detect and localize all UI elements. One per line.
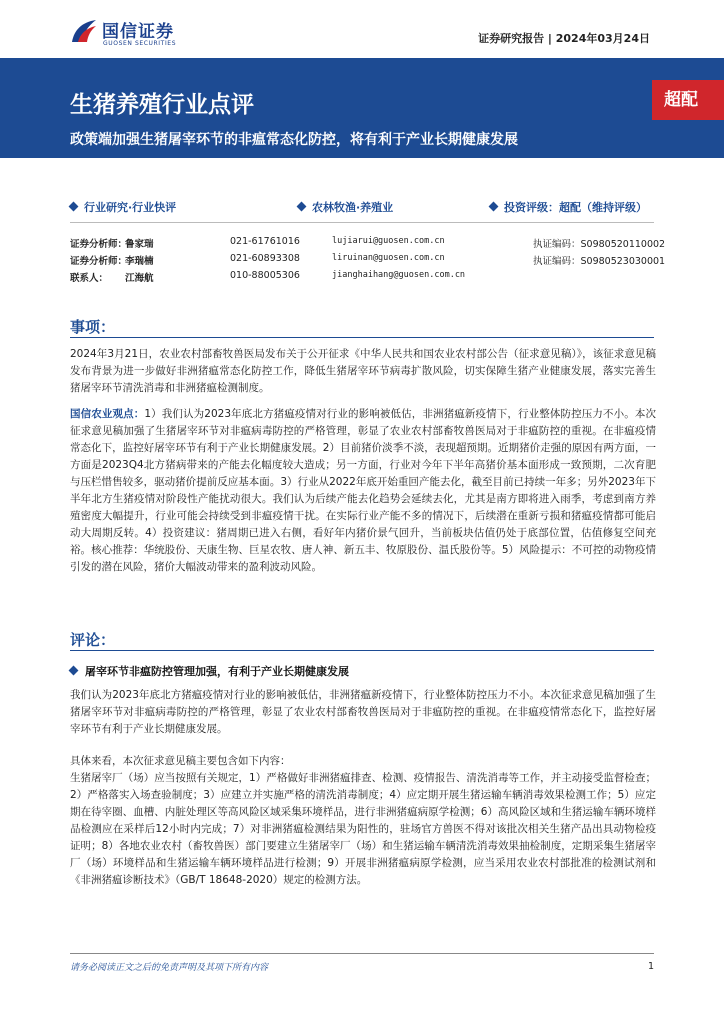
logo-text-cn: 国信证券 xyxy=(102,22,174,42)
diamond-icon xyxy=(69,202,79,212)
analyst-row xyxy=(70,253,670,267)
comment-subheading xyxy=(70,663,349,679)
guosen-logo xyxy=(70,16,230,52)
comment-subheading-label: 屠宰环节非瘟防控管理加强，有利于产业长期健康发展 xyxy=(85,665,349,678)
tag-industry xyxy=(298,199,393,215)
analyst-row xyxy=(70,236,670,250)
tag-rating-label: 投资评级：超配（维持评级） xyxy=(504,201,647,214)
event-paragraph: 2024年3月21日，农业农村部畜牧兽医局发布关于公开征求《中华人民共和国农业农村部公告（征求意见稿）》，该征求意见稿发布背景为进一步做好非洲猪瘟常态化防控工作，降低生猪屠宰环节病毒扩散风险，切实保障生猪产业健康发展，落实完善生猪屠宰环节清洗消毒和非洲猪瘟检测制度。 xyxy=(70,348,656,394)
guosen-logo-icon xyxy=(70,18,98,44)
analyst-phone: 021-61761016 xyxy=(230,236,300,247)
diamond-icon xyxy=(69,666,79,676)
section-rule xyxy=(70,337,654,338)
contact-name: 江海航 xyxy=(125,273,154,284)
page-header xyxy=(0,0,724,58)
analyst-role: 证券分析师： xyxy=(70,239,128,250)
analyst-cert: 执证编码：S0980523030001 xyxy=(533,256,666,267)
rating-badge: 超配 xyxy=(652,80,724,120)
analyst-email[interactable]: lujiarui@guosen.com.cn xyxy=(332,236,445,246)
comment-paragraph-3: 生猪屠宰厂（场）应当按照有关规定，1）严格做好非洲猪瘟排查、检测、疫情报告、清洗消毒等工作，并主动接受监督检查；2）严格落实入场查验制度；3）应建立并实施严格的清洗消毒制度；4）应定期开展生猪运输车辆消毒效果检测工作；5）应定期在待宰圈、血槽、内脏处理区等高风险区域采集环境样品，进行非洲猪瘟病原学检测；6）高风险区域和生猪运输车辆环境样品检测应在采样后12小时内完成；7）对非洲猪瘟检测结果为阳性的，驻场官方兽医不得对该批次相关生猪产品出具动物检疫证明；8）各地农业农村（畜牧兽医）部门要建立生猪屠宰厂（场）和生猪运输车辆清洗消毒效果抽检制度，定期采集生猪屠宰厂（场）环境样品和生猪运输车辆环境样品进行检测；9）开展非洲猪瘟病原学检测，应当采用农业农村部批准的检测试剂和《非洲猪瘟诊断技术》（GB/T 18648-2020）规定的检测方法。 xyxy=(70,772,656,886)
report-subtitle: 政策端加强生猪屠宰环节的非瘟常态化防控，将有利于产业长期健康发展 xyxy=(70,132,518,148)
comment-paragraph-2: 具体来看，本次征求意见稿主要包含如下内容： xyxy=(70,755,291,767)
analyst-phone: 021-60893308 xyxy=(230,253,300,264)
section-heading-comment: 评论： xyxy=(70,631,116,649)
divider xyxy=(70,222,654,223)
view-lead: 国信农业观点： xyxy=(70,408,145,420)
contact-role: 联系人： xyxy=(70,273,109,284)
analyst-name: 李瑞楠 xyxy=(125,256,154,267)
report-title: 生猪养殖行业点评 xyxy=(70,92,254,118)
contact-email[interactable]: jianghaihang@guosen.com.cn xyxy=(332,270,466,280)
section-heading-event: 事项： xyxy=(70,318,116,336)
section-rule xyxy=(70,650,654,651)
analyst-email[interactable]: liruinan@guosen.com.cn xyxy=(332,253,445,263)
logo-text-en: GUOSEN SECURITIES xyxy=(103,40,177,47)
analyst-name: 鲁家瑞 xyxy=(125,239,154,250)
comment-paragraph-1: 我们认为2023年底北方猪瘟疫情对行业的影响被低估，非洲猪瘟新疫情下，行业整体防控压力不小。本次征求意见稿加强了生猪屠宰环节对非瘟病毒防控的严格管理，彰显了农业农村部畜牧兽医局对于非瘟防控的重视。在非瘟疫情常态化下，监控好屠宰环节有利于产业长期健康发展。 xyxy=(70,689,656,735)
view-body: 1）我们认为2023年底北方猪瘟疫情对行业的影响被低估，非洲猪瘟新疫情下，行业整体防控压力不小。本次征求意见稿加强了生猪屠宰环节对非瘟病毒防控的严格管理，彰显了农业农村部畜牧兽医局对于非瘟防控的重视。在非瘟疫情常态化下，监控好屠宰环节有利于产业长期健康发展。2）目前猪价淡季不淡，表现超预期。近期猪价走强的原因有两方面，一方面是2023Q4北方猪病带来的产能去化幅度较大造成；另一方面，行业对今年下半年高猪价基本面形成一致预期，二次育肥与压栏惜售较多，驱动猪价提前反应基本面。3）行业从2022年底开始重回产能去化，截至目前已持续一年多；另外2023年下半年北方生猪疫情对阶段性产能扰动很大。我们认为后续产能去化趋势会延续去化，尤其是南方即将进入雨季，考虑到南方养殖密度大幅提升，行业可能会持续受到非瘟疫情干扰。在实际行业产能不多的情况下，后续潜在重新亏损和猪瘟疫情都可能启动大周期反转。4）投资建议：猪周期已进入右侧，看好年内猪价景气回升，当前板块估值仍处于底部位置，估值修复空间充裕。核心推荐：华统股份、天康生物、巨星农牧、唐人神、新五丰、牧原股份、温氏股份等。5）风险提示：不可控的动物疫情引发的潜在风险，猪价大幅波动带来的盈利波动风险。 xyxy=(70,408,656,573)
analyst-cert: 执证编码：S0980520110002 xyxy=(533,239,666,250)
page-number: 1 xyxy=(648,961,655,972)
contact-row xyxy=(70,270,670,284)
footer-rule xyxy=(70,953,654,954)
tag-industry-label: 农林牧渔·养殖业 xyxy=(312,201,394,214)
diamond-icon xyxy=(297,202,307,212)
tag-rating xyxy=(490,199,647,215)
contact-phone: 010-88005306 xyxy=(230,270,300,281)
diamond-icon xyxy=(489,202,499,212)
view-paragraph xyxy=(70,406,656,576)
analyst-role: 证券分析师： xyxy=(70,256,128,267)
report-date: 证券研究报告 | 2024年03月24日 xyxy=(478,32,650,45)
footer-disclaimer: 请务必阅读正文之后的免责声明及其项下所有内容 xyxy=(70,963,269,973)
tag-category-label: 行业研究·行业快评 xyxy=(84,201,177,214)
tag-category xyxy=(70,199,176,215)
